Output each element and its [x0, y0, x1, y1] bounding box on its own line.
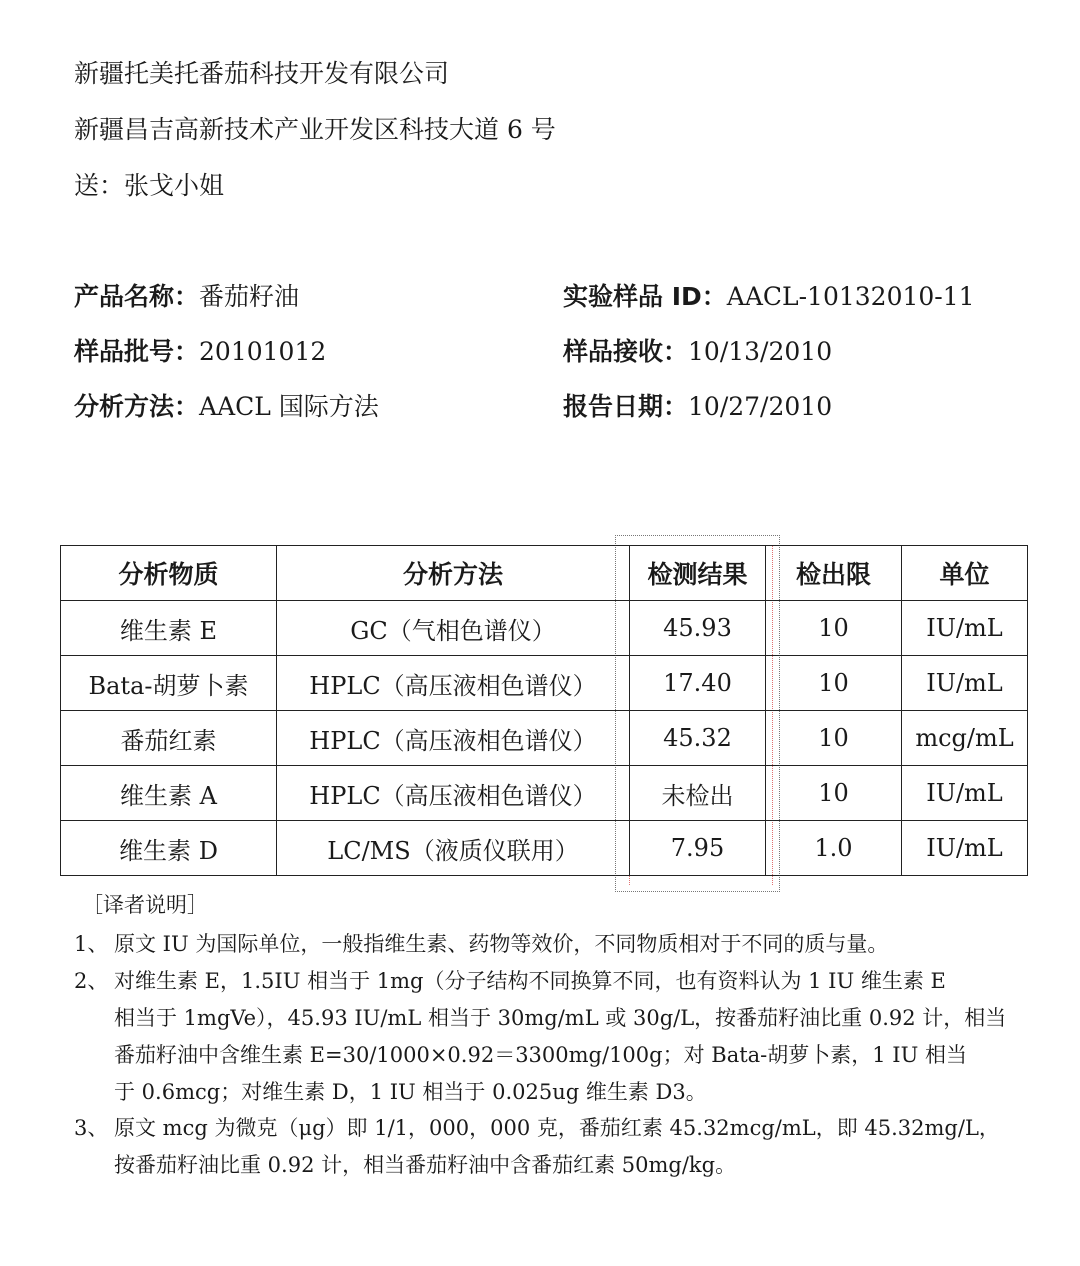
recipient: 送：张戈小姐 — [74, 171, 225, 200]
cell-method: HPLC（高压液相色谱仪） — [277, 711, 630, 766]
note-line: 对维生素 E，1.5IU 相当于 1mg（分子结构不同换算不同，也有资料认为 1 IU 维生素 E — [114, 969, 946, 993]
sample-id-label: 实验样品 ID： — [563, 282, 727, 311]
cell-detection-limit: 10 — [766, 766, 902, 821]
cell-result: 45.32 — [630, 711, 766, 766]
table-header-row — [61, 546, 1028, 601]
report-date-label: 报告日期： — [563, 392, 689, 421]
cell-result: 未检出 — [630, 766, 766, 821]
cell-analyte: 维生素 A — [61, 766, 277, 821]
batch-value: 20101012 — [199, 337, 327, 366]
note-number: 1、 — [74, 932, 109, 956]
cell-method: LC/MS（液质仪联用） — [277, 821, 630, 876]
cell-result: 45.93 — [630, 601, 766, 656]
header-detection-limit: 检出限 — [766, 546, 902, 601]
note-text — [114, 926, 1034, 963]
note-number: 3、 — [74, 1116, 109, 1140]
batch-label: 样品批号： — [74, 337, 200, 366]
cell-unit: mcg/mL — [902, 711, 1028, 766]
received-field — [563, 336, 832, 368]
cell-unit: IU/mL — [902, 766, 1028, 821]
header-unit: 单位 — [902, 546, 1028, 601]
batch-field — [74, 336, 326, 368]
received-value: 10/13/2010 — [688, 337, 833, 366]
table-row — [61, 821, 1028, 876]
note-text — [114, 963, 1034, 1111]
cell-unit: IU/mL — [902, 601, 1028, 656]
sample-id-field — [563, 281, 975, 313]
cell-detection-limit: 10 — [766, 656, 902, 711]
notes-title: ［译者说明］ — [82, 893, 208, 917]
cell-analyte: Bata-胡萝卜素 — [61, 656, 277, 711]
product-name-field — [74, 281, 299, 313]
note-line: 番茄籽油中含维生素 E=30/1000×0.92＝3300mg/100g；对 Bata-胡萝卜素，1 IU 相当 — [114, 1043, 967, 1067]
note-line: 相当于 1mgVe），45.93 IU/mL 相当于 30mg/mL 或 30g/L，按番茄籽油比重 0.92 计，相当 — [114, 1006, 1007, 1030]
header-result: 检测结果 — [630, 546, 766, 601]
received-label: 样品接收： — [563, 337, 689, 366]
cell-analyte: 维生素 E — [61, 601, 277, 656]
company-address: 新疆昌吉高新技术产业开发区科技大道 6 号 — [74, 115, 556, 144]
cell-detection-limit: 1.0 — [766, 821, 902, 876]
note-text — [114, 1110, 1034, 1184]
cell-method: HPLC（高压液相色谱仪） — [277, 766, 630, 821]
note-line: 于 0.6mcg；对维生素 D，1 IU 相当于 0.025ug 维生素 D3。 — [114, 1080, 707, 1104]
product-name-label: 产品名称： — [74, 282, 200, 311]
sample-id-value: AACL-10132010-11 — [726, 282, 975, 311]
product-name-value: 番茄籽油 — [199, 282, 300, 311]
cell-analyte: 维生素 D — [61, 821, 277, 876]
cell-detection-limit: 10 — [766, 711, 902, 766]
cell-unit: IU/mL — [902, 821, 1028, 876]
cell-result: 17.40 — [630, 656, 766, 711]
cell-detection-limit: 10 — [766, 601, 902, 656]
method-value: AACL 国际方法 — [199, 392, 379, 421]
report-date-field — [563, 391, 832, 423]
table-row — [61, 766, 1028, 821]
cell-method: HPLC（高压液相色谱仪） — [277, 656, 630, 711]
header-analyte: 分析物质 — [61, 546, 277, 601]
table-row — [61, 711, 1028, 766]
table-row — [61, 601, 1028, 656]
results-table — [60, 545, 1028, 876]
note-line: 原文 IU 为国际单位，一般指维生素、药物等效价，不同物质相对于不同的质与量。 — [114, 932, 889, 956]
cell-analyte: 番茄红素 — [61, 711, 277, 766]
note-line: 按番茄籽油比重 0.92 计，相当番茄籽油中含番茄红素 50mg/kg。 — [114, 1153, 737, 1177]
company-name: 新疆托美托番茄科技开发有限公司 — [74, 59, 450, 88]
note-number: 2、 — [74, 969, 109, 993]
report-date-value: 10/27/2010 — [688, 392, 833, 421]
table-row — [61, 656, 1028, 711]
note-line: 原文 mcg 为微克（μg）即 1/1，000，000 克，番茄红素 45.32mcg/mL，即 45.32mg/L， — [114, 1116, 1000, 1140]
cell-result: 7.95 — [630, 821, 766, 876]
header-method: 分析方法 — [277, 546, 630, 601]
cell-unit: IU/mL — [902, 656, 1028, 711]
method-field — [74, 391, 379, 423]
cell-method: GC（气相色谱仪） — [277, 601, 630, 656]
method-label: 分析方法： — [74, 392, 200, 421]
